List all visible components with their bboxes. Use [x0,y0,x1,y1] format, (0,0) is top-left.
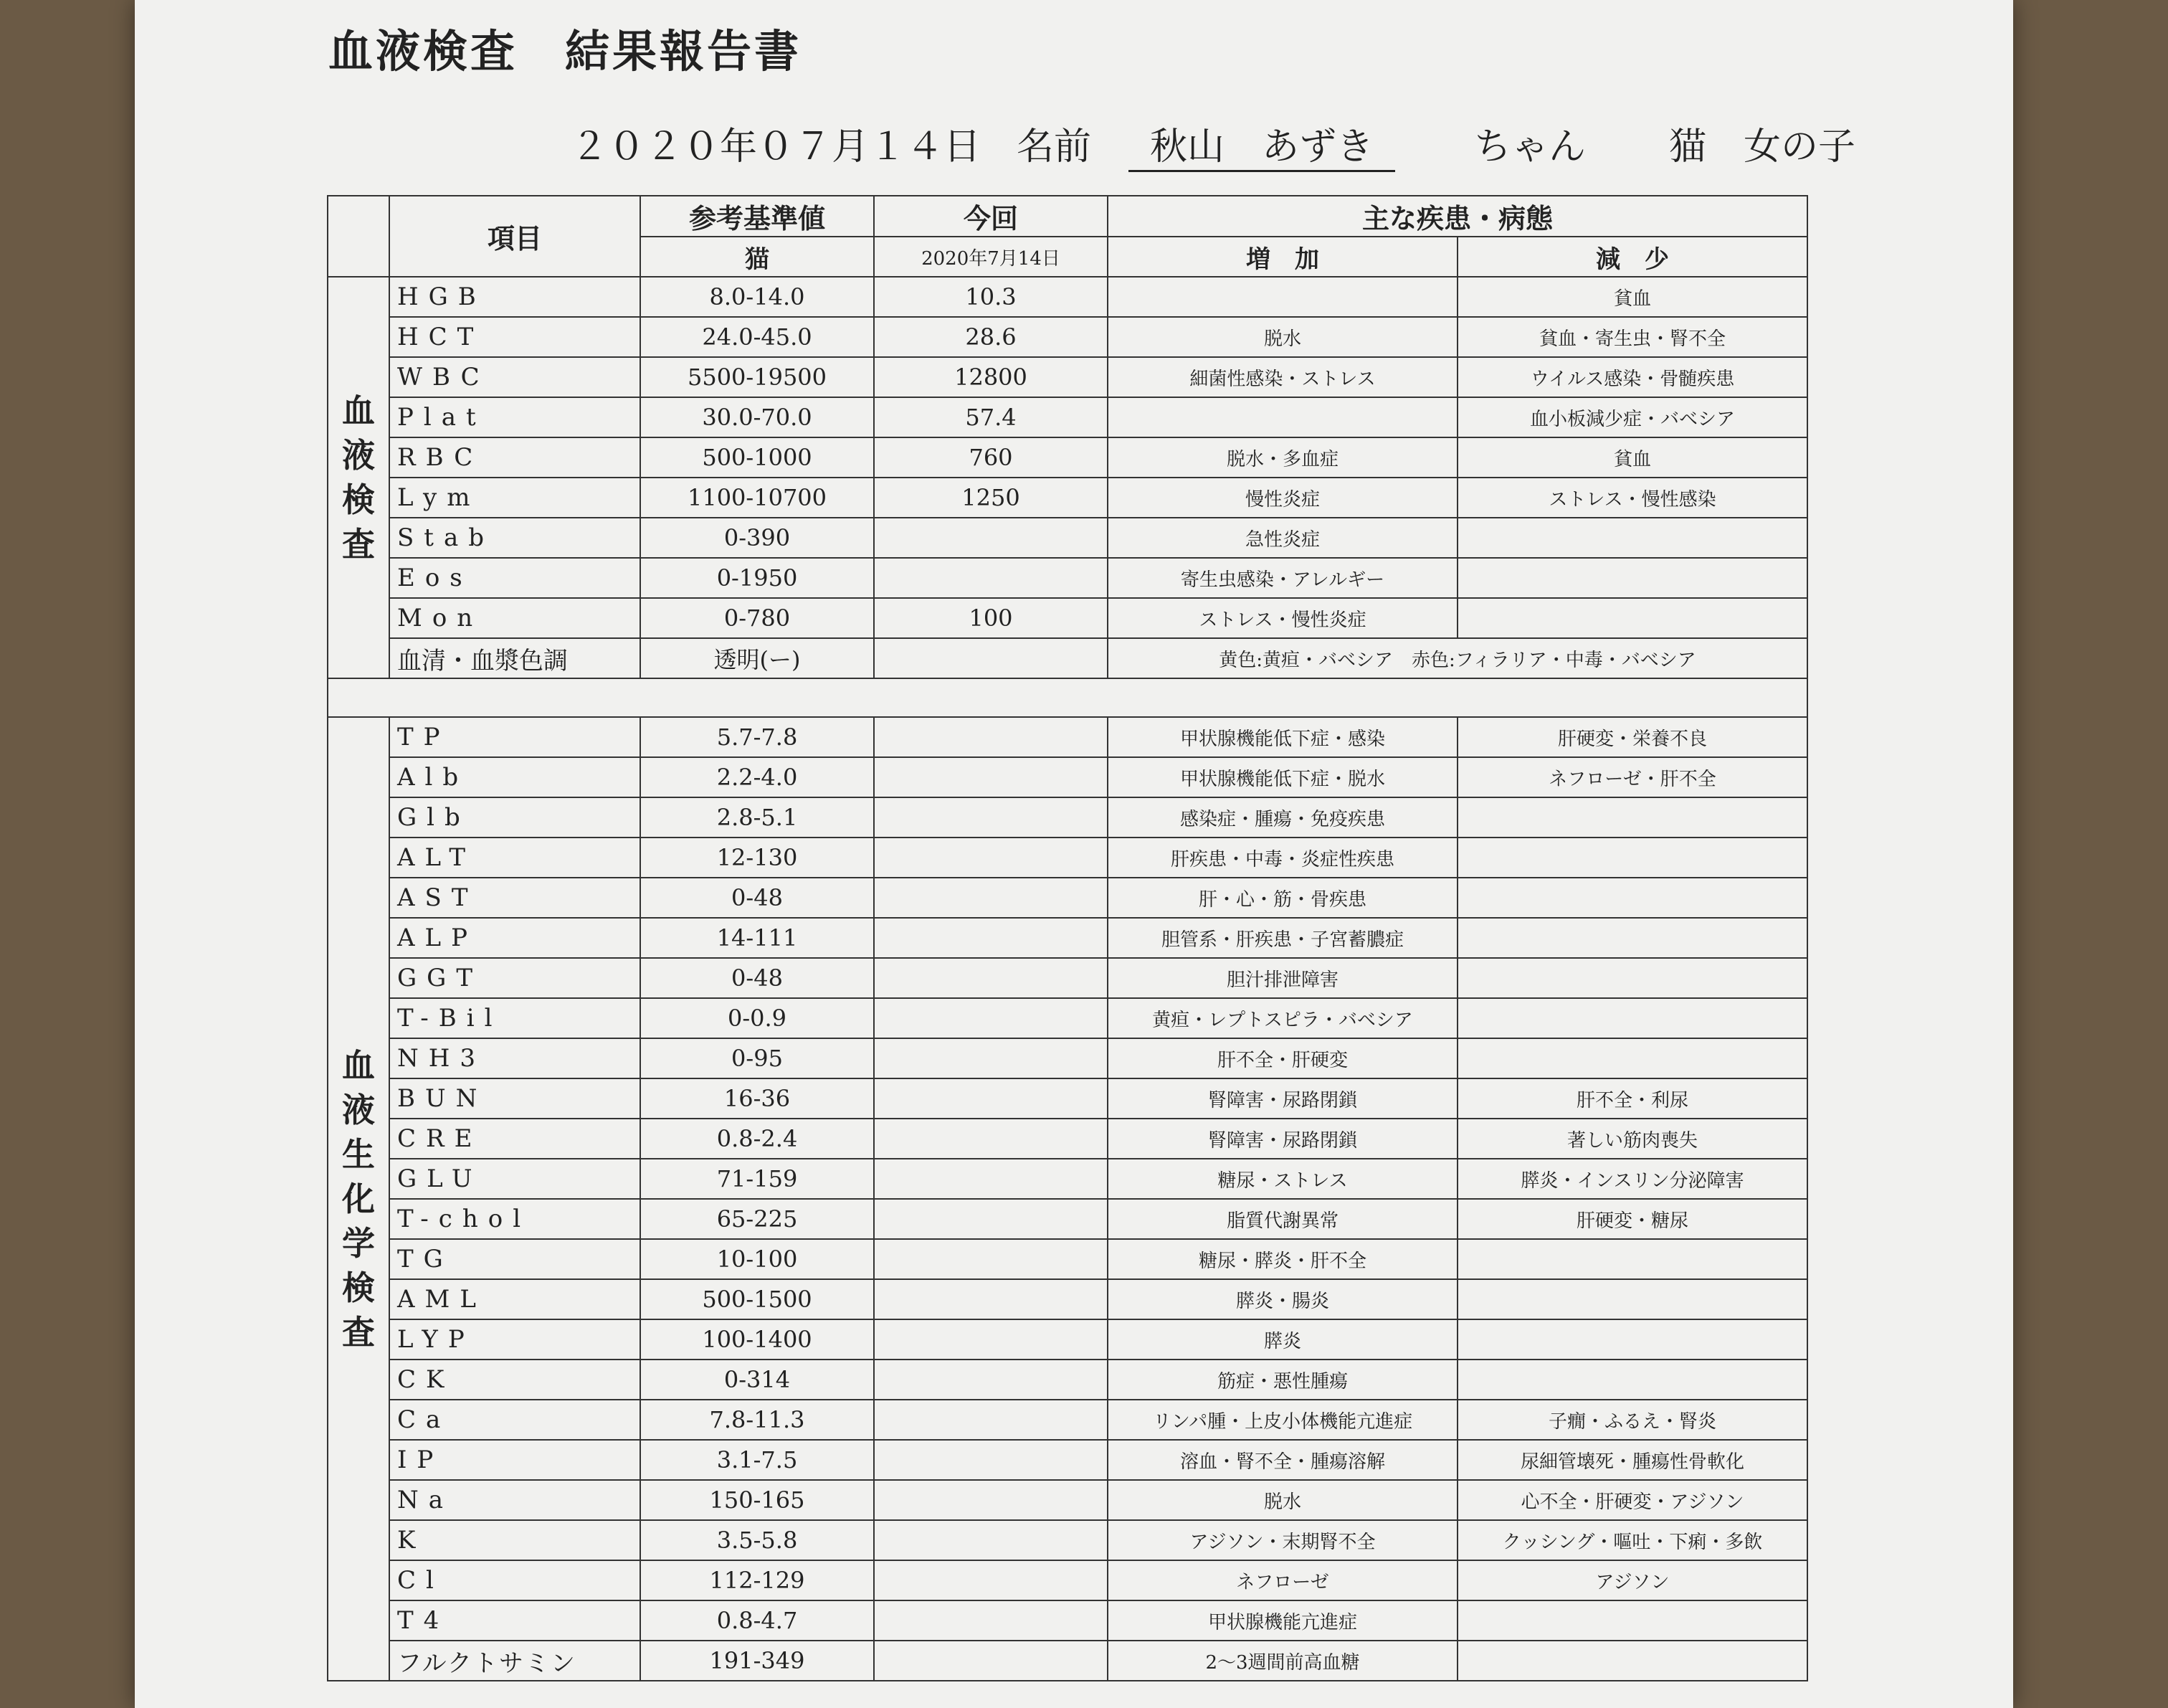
header-current: 今回 [874,196,1108,237]
test-item: BUN [389,1078,640,1119]
test-item: 血清・血漿色調 [389,638,640,678]
reference-value: 71-159 [640,1159,874,1199]
increase-causes: 寄生虫感染・アレルギー [1108,558,1458,598]
current-value [874,558,1108,598]
decrease-causes: アジソン [1458,1560,1807,1600]
header-corner [328,196,389,277]
table-row [328,638,1807,678]
test-item: HCT [389,317,640,357]
table-row [328,1078,1807,1119]
current-value [874,1319,1108,1360]
header-reference-species: 猫 [640,237,874,277]
reference-value: 0.8-2.4 [640,1119,874,1159]
test-item: Eos [389,558,640,598]
reference-value: 65-225 [640,1199,874,1239]
table-row [328,397,1807,437]
header-row-1 [328,196,1807,237]
increase-causes: 溶血・腎不全・腫瘍溶解 [1108,1440,1458,1480]
test-item: Plat [389,397,640,437]
section-blood [328,277,389,678]
current-value [874,1038,1108,1078]
section-blood-label: 血液検査 [342,392,375,564]
name-suffix: ちゃん [1474,125,1587,169]
increase-causes: 脂質代謝異常 [1108,1199,1458,1239]
reference-value: 5.7-7.8 [640,717,874,757]
increase-causes: 黄疸・レプトスピラ・バベシア [1108,998,1458,1038]
reference-value: 0-0.9 [640,998,874,1038]
decrease-causes [1458,838,1807,878]
current-value [874,1360,1108,1400]
section-biochem-label: 血液生化学検査 [342,1046,375,1352]
reference-value: 1100-10700 [640,478,874,518]
increase-causes: ネフローゼ [1108,1560,1458,1600]
increase-causes: 慢性炎症 [1108,478,1458,518]
test-item: Mon [389,598,640,638]
increase-causes: 急性炎症 [1108,518,1458,558]
header-current-date: 2020年7月14日 [874,237,1108,277]
decrease-causes [1458,1279,1807,1319]
decrease-causes [1458,1360,1807,1400]
decrease-causes [1458,1600,1807,1641]
results-table [327,195,1808,1681]
increase-causes: 腎障害・尿路閉鎖 [1108,1119,1458,1159]
reference-value: 16-36 [640,1078,874,1119]
reference-value: 0.8-4.7 [640,1600,874,1641]
table-row [328,838,1807,878]
decrease-causes [1458,797,1807,838]
decrease-causes: 肝硬変・糖尿 [1458,1199,1807,1239]
decrease-causes [1458,918,1807,958]
reference-value: 3.1-7.5 [640,1440,874,1480]
current-value [874,1078,1108,1119]
current-value [874,1199,1108,1239]
reference-value: 191-349 [640,1641,874,1681]
increase-causes: 肝疾患・中毒・炎症性疾患 [1108,838,1458,878]
section-biochem [328,717,389,1681]
increase-causes: 肝・心・筋・骨疾患 [1108,878,1458,918]
increase-causes: 糖尿・ストレス [1108,1159,1458,1199]
increase-causes: 感染症・腫瘍・免疫疾患 [1108,797,1458,838]
test-item: RBC [389,437,640,478]
reference-value: 0-780 [640,598,874,638]
increase-causes: 甲状腺機能低下症・脱水 [1108,757,1458,797]
table-row [328,558,1807,598]
reference-value: 2.8-5.1 [640,797,874,838]
table-row [328,598,1807,638]
report-title: 血液検査 結果報告書 [328,25,802,77]
table-row [328,1641,1807,1681]
increase-causes: 脱水 [1108,317,1458,357]
test-item: T-Bil [389,998,640,1038]
reference-value: 0-95 [640,1038,874,1078]
test-item: AML [389,1279,640,1319]
increase-causes: 肝不全・肝硬変 [1108,1038,1458,1078]
test-item: Alb [389,757,640,797]
decrease-causes: ウイルス感染・骨髄疾患 [1458,357,1807,397]
decrease-causes: 肝不全・利尿 [1458,1078,1807,1119]
decrease-causes: 肝硬変・栄養不良 [1458,717,1807,757]
decrease-causes: 貧血・寄生虫・腎不全 [1458,317,1807,357]
reference-value: 7.8-11.3 [640,1400,874,1440]
increase-causes: 筋症・悪性腫瘍 [1108,1360,1458,1400]
increase-causes: 脱水・多血症 [1108,437,1458,478]
current-value [874,958,1108,998]
decrease-causes: ストレス・慢性感染 [1458,478,1807,518]
test-item: CRE [389,1119,640,1159]
current-value: 10.3 [874,277,1108,317]
current-value [874,638,1108,678]
decrease-causes: 心不全・肝硬変・アジソン [1458,1480,1807,1520]
decrease-causes [1458,1239,1807,1279]
reference-value: 10-100 [640,1239,874,1279]
increase-causes: 膵炎 [1108,1319,1458,1360]
report-paper [135,0,2013,1708]
test-item: Cl [389,1560,640,1600]
decrease-causes: 尿細管壊死・腫瘍性骨軟化 [1458,1440,1807,1480]
table-row [328,518,1807,558]
test-item: LYP [389,1319,640,1360]
test-item: HGB [389,277,640,317]
increase-causes: リンパ腫・上皮小体機能亢進症 [1108,1400,1458,1440]
increase-causes: 腎障害・尿路閉鎖 [1108,1078,1458,1119]
table-row [328,1199,1807,1239]
decrease-causes [1458,1038,1807,1078]
current-value: 57.4 [874,397,1108,437]
test-item: GLU [389,1159,640,1199]
decrease-causes [1458,1641,1807,1681]
decrease-causes [1458,958,1807,998]
current-value [874,1641,1108,1681]
table-row [328,1560,1807,1600]
table-row [328,1279,1807,1319]
species-sex: 猫 女の子 [1669,125,1856,169]
test-item: CK [389,1360,640,1400]
reference-value: 12-130 [640,838,874,878]
current-value [874,998,1108,1038]
increase-causes: 胆汁排泄障害 [1108,958,1458,998]
decrease-causes [1458,878,1807,918]
decrease-causes: 貧血 [1458,437,1807,478]
current-value [874,878,1108,918]
reference-value: 3.5-5.8 [640,1520,874,1560]
test-item: NH3 [389,1038,640,1078]
reference-value: 30.0-70.0 [640,397,874,437]
decrease-causes: 膵炎・インスリン分泌障害 [1458,1159,1807,1199]
table-row [328,1440,1807,1480]
current-value [874,1440,1108,1480]
increase-causes [1108,277,1458,317]
current-value [874,1400,1108,1440]
decrease-causes: 著しい筋肉喪失 [1458,1119,1807,1159]
table-row [328,478,1807,518]
current-value [874,1279,1108,1319]
table-row [328,1520,1807,1560]
current-value [874,1239,1108,1279]
decrease-causes [1458,998,1807,1038]
current-value [874,918,1108,958]
table-row [328,1159,1807,1199]
test-item: ALT [389,838,640,878]
reference-value: 14-111 [640,918,874,958]
current-value [874,1119,1108,1159]
current-value [874,1560,1108,1600]
test-item: ALP [389,918,640,958]
table-row [328,1239,1807,1279]
table-row [328,958,1807,998]
increase-causes: アジソン・末期腎不全 [1108,1520,1458,1560]
table-row [328,437,1807,478]
reference-value: 0-48 [640,958,874,998]
current-value [874,1159,1108,1199]
table-row [328,317,1807,357]
increase-causes: 膵炎・腸炎 [1108,1279,1458,1319]
decrease-causes: 貧血 [1458,277,1807,317]
reference-value: 500-1500 [640,1279,874,1319]
decrease-causes: 子癇・ふるえ・腎炎 [1458,1400,1807,1440]
reference-value: 2.2-4.0 [640,757,874,797]
current-value [874,797,1108,838]
test-item: K [389,1520,640,1560]
reference-value: 透明(ー) [640,638,874,678]
table-row [328,717,1807,757]
current-value: 760 [874,437,1108,478]
increase-causes [1108,397,1458,437]
reference-value: 112-129 [640,1560,874,1600]
test-item: Na [389,1480,640,1520]
table-row [328,1360,1807,1400]
reference-value: 8.0-14.0 [640,277,874,317]
table-row [328,998,1807,1038]
test-item: Lym [389,478,640,518]
test-item: GGT [389,958,640,998]
increase-causes: 2〜3週間前高血糖 [1108,1641,1458,1681]
report-date: ２０２０年０７月１４日 [571,125,981,169]
patient-name: 秋山 あずき [1128,116,1395,172]
decrease-causes [1458,518,1807,558]
increase-causes: ストレス・慢性炎症 [1108,598,1458,638]
reference-value: 5500-19500 [640,357,874,397]
reference-value: 150-165 [640,1480,874,1520]
table-row [328,918,1807,958]
test-item: T4 [389,1600,640,1641]
table-row [328,357,1807,397]
table-row [328,797,1807,838]
header-disease: 主な疾患・病態 [1108,196,1807,237]
test-item: TG [389,1239,640,1279]
increase-causes: 甲状腺機能低下症・感染 [1108,717,1458,757]
header-item: 項目 [389,196,640,277]
color-note: 黄色:黄疸・バベシア 赤色:フィラリア・中毒・バベシア [1108,638,1807,678]
increase-causes: 糖尿・膵炎・肝不全 [1108,1239,1458,1279]
reference-value: 100-1400 [640,1319,874,1360]
reference-value: 500-1000 [640,437,874,478]
current-value [874,1480,1108,1520]
table-row [328,277,1807,317]
spacer-cell [328,678,1807,717]
current-value [874,757,1108,797]
table-row [328,1119,1807,1159]
decrease-causes: ネフローゼ・肝不全 [1458,757,1807,797]
reference-value: 0-48 [640,878,874,918]
test-item: T-chol [389,1199,640,1239]
current-value: 100 [874,598,1108,638]
test-item: TP [389,717,640,757]
increase-causes: 脱水 [1108,1480,1458,1520]
reference-value: 0-314 [640,1360,874,1400]
reference-value: 0-1950 [640,558,874,598]
current-value: 28.6 [874,317,1108,357]
table-row [328,1319,1807,1360]
table-row [328,757,1807,797]
test-item: WBC [389,357,640,397]
decrease-causes: 血小板減少症・バベシア [1458,397,1807,437]
name-label: 名前 [1017,125,1092,169]
reference-value: 24.0-45.0 [640,317,874,357]
current-value [874,1600,1108,1641]
reference-value: 0-390 [640,518,874,558]
current-value [874,1520,1108,1560]
current-value [874,838,1108,878]
decrease-causes [1458,598,1807,638]
header-decrease: 減 少 [1458,237,1807,277]
header-reference: 参考基準値 [640,196,874,237]
table-row [328,878,1807,918]
table-row [328,1600,1807,1641]
table-row [328,1038,1807,1078]
increase-causes: 細菌性感染・ストレス [1108,357,1458,397]
table-row [328,1480,1807,1520]
test-item: フルクトサミン [389,1641,640,1681]
current-value [874,717,1108,757]
test-item: Stab [389,518,640,558]
test-item: Glb [389,797,640,838]
decrease-causes: クッシング・嘔吐・下痢・多飲 [1458,1520,1807,1560]
test-item: Ca [389,1400,640,1440]
increase-causes: 甲状腺機能亢進症 [1108,1600,1458,1641]
test-item: AST [389,878,640,918]
decrease-causes [1458,1319,1807,1360]
current-value [874,518,1108,558]
section-spacer [328,678,1807,717]
current-value: 1250 [874,478,1108,518]
table-row [328,1400,1807,1440]
header-increase: 増 加 [1108,237,1458,277]
test-item: IP [389,1440,640,1480]
decrease-causes [1458,558,1807,598]
increase-causes: 胆管系・肝疾患・子宮蓄膿症 [1108,918,1458,958]
current-value: 12800 [874,357,1108,397]
